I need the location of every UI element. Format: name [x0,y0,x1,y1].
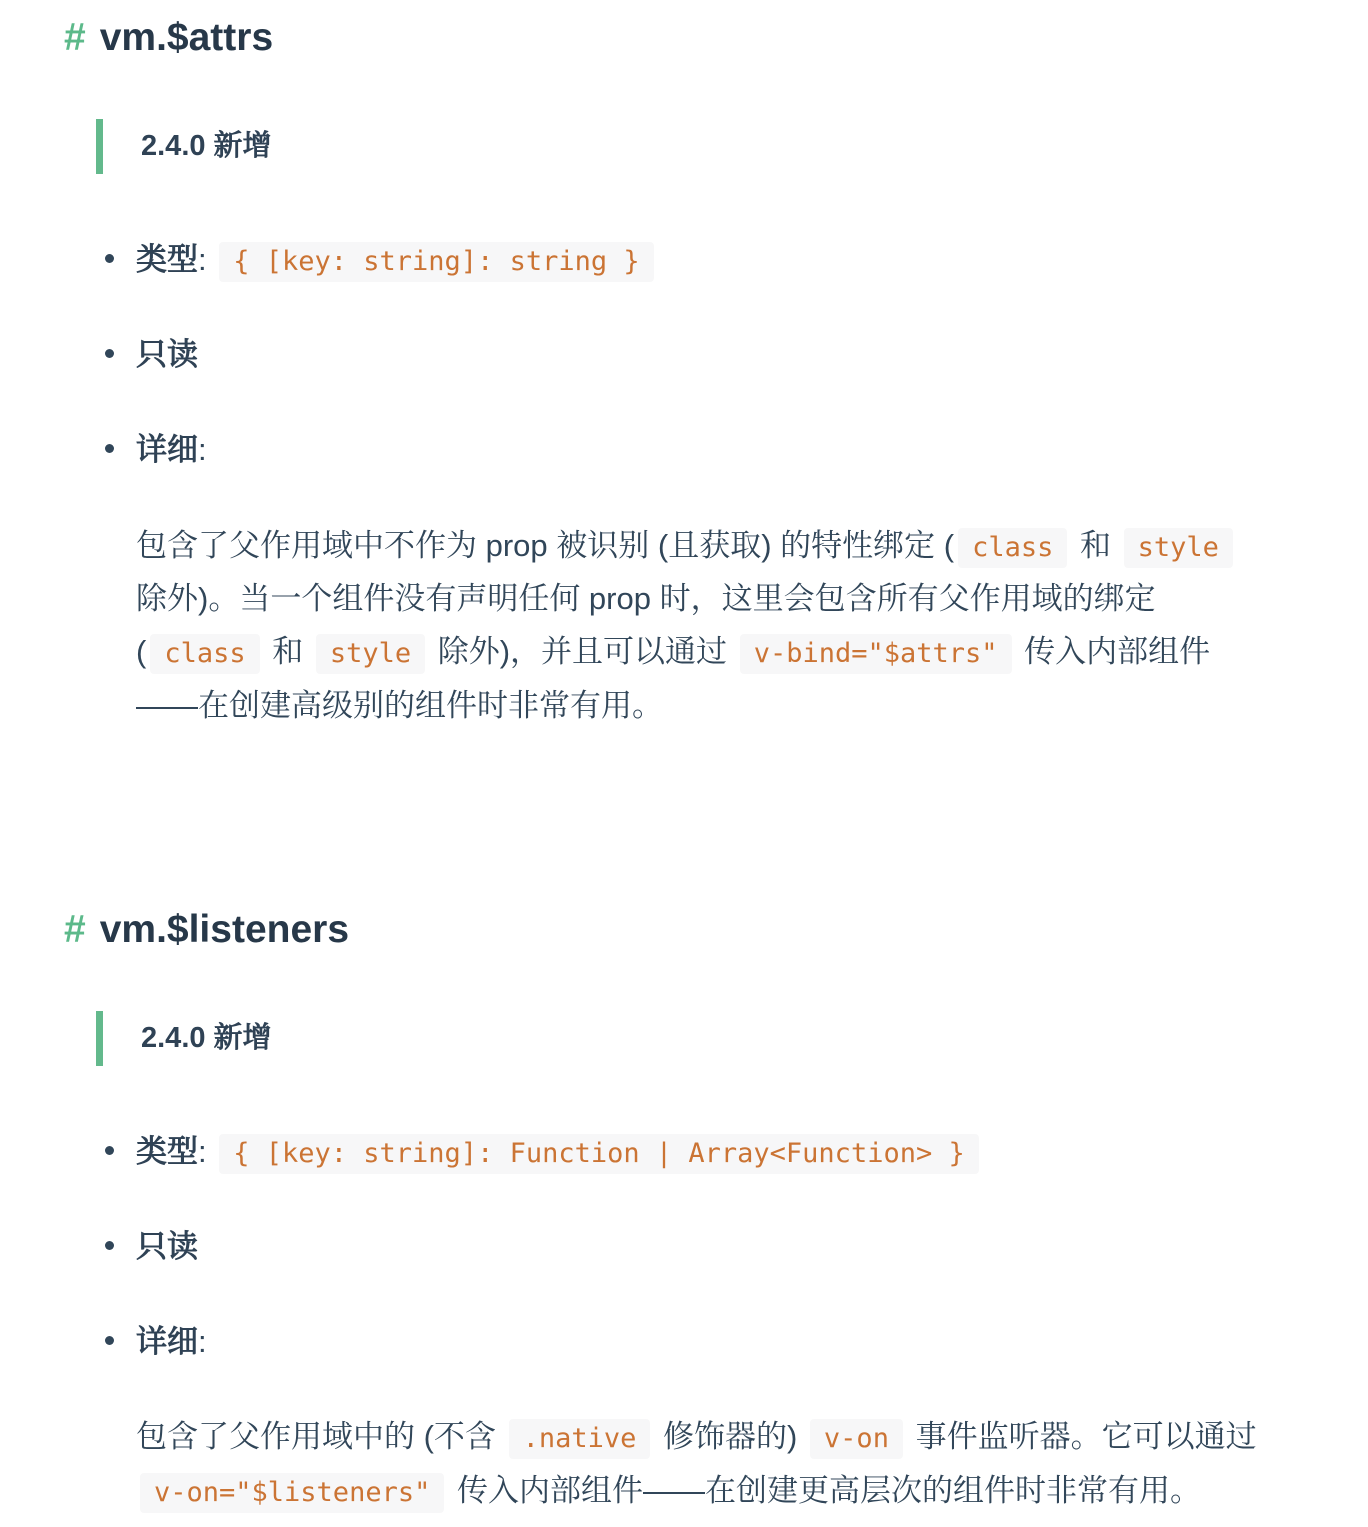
inline-code: v-bind="$attrs" [740,634,1012,674]
inline-code: { [key: string]: Function | Array<Function> } [219,1134,979,1174]
text-run: 包含了父作用域中不作为 prop 被识别 (且获取) 的特性绑定 ( [136,527,955,563]
property-list [64,1130,1272,1517]
property-list [64,238,1272,732]
text-run: : [198,241,216,277]
text-run: 和 [263,634,312,670]
bold-label: 只读 [136,336,198,372]
section-title: vm.$listeners [99,907,350,951]
text-run: 传入内部组件——在创建高级别的组件时非常有用。 [136,634,1211,723]
list-item-details [104,1320,1272,1518]
section-title: vm.$attrs [99,16,274,59]
inline-code: .native [509,1419,651,1459]
version-note-text: 2.4.0 新增 [141,129,272,162]
bold-label: 只读 [136,1228,198,1264]
text-run: : [198,1133,216,1169]
inline-code: v-on [810,1419,903,1459]
text-run: : [198,1323,207,1359]
text-run: : [198,431,207,467]
section-heading [64,908,1272,953]
text-run: 传入内部组件——在创建更高层次的组件时非常有用。 [448,1472,1201,1508]
details-paragraph [136,519,1272,732]
heading-anchor-link[interactable]: # [64,907,86,951]
api-section-vm-listeners [64,908,1272,1517]
version-note [96,1011,1272,1066]
list-item-type [104,1130,1272,1175]
version-note-text: 2.4.0 新增 [141,1021,272,1054]
heading-anchor-link[interactable]: # [64,16,86,59]
readonly-line [136,337,198,372]
inline-code: style [316,634,425,674]
bold-label: 详细 [136,1323,198,1359]
inline-code: class [958,528,1067,568]
version-note [96,119,1272,174]
text-run: 事件监听器。它可以通过 [906,1419,1257,1455]
type-line [136,242,658,277]
details-paragraph [136,1410,1272,1517]
text-run: 包含了父作用域中的 (不含 [136,1419,505,1455]
text-run: 除外)，并且可以通过 [429,634,736,670]
inline-code: { [key: string]: string } [219,242,653,282]
inline-code: style [1124,528,1233,568]
list-item-readonly [104,333,1272,378]
details-label [136,432,207,467]
readonly-line [136,1229,198,1264]
bold-label: 类型 [136,1133,198,1169]
type-line [136,1134,983,1169]
inline-code: v-on="$listeners" [140,1473,444,1513]
api-section-vm-attrs [64,16,1272,732]
bold-label: 类型 [136,241,198,277]
list-item-readonly [104,1225,1272,1270]
text-run: 除外)。当一个组件没有声明任何 prop 时，这里会包含所有父作用域的绑定 ( [136,580,1156,670]
list-item-details [104,428,1272,732]
text-run: 修饰器的) [654,1419,806,1455]
list-item-type [104,238,1272,283]
bold-label: 详细 [136,431,198,467]
text-run: 和 [1071,527,1120,563]
inline-code: class [150,634,259,674]
details-label [136,1324,207,1359]
section-heading [64,16,1272,61]
